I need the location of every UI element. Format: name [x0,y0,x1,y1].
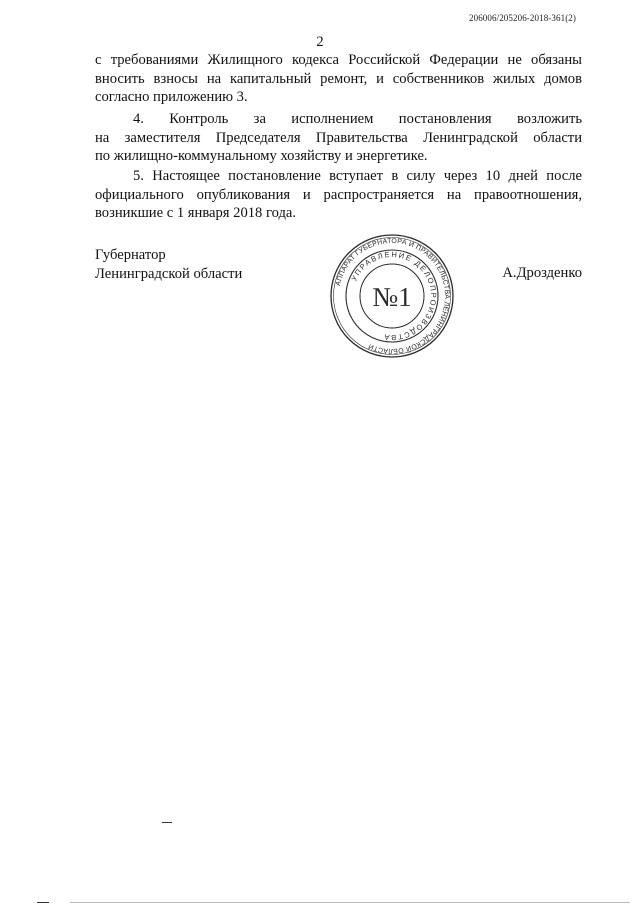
paragraph-4 [95,110,582,166]
paragraph-line: по жилищно-коммунальному хозяйству и энергетике. [95,148,428,164]
signatory-title-line: Ленинградской области [95,266,243,282]
page-number: 2 [316,34,324,50]
paragraph-line: 5. Настоящее постановление вступает в силу через 10 дней после [133,168,582,184]
paragraph-line: на заместителя Председателя Правительства Ленинградской области [95,129,582,146]
seal-center-number: №1 [372,282,412,312]
scan-edge-line [70,902,630,903]
paragraph-line: официального опубликования и распространяется на правоотношения, [95,186,582,203]
signatory-title-line: Губернатор [95,247,166,263]
signatory-title [95,246,242,284]
paragraph-line: 4. Контроль за исполнением постановления возложить [133,111,582,127]
scan-artifact-dash [37,902,49,903]
paragraph-line: возникшие с 1 января 2018 года. [95,205,297,221]
seal-inner-text: УПРАВЛЕНИЕ ДЕЛОПРОИЗВОДСТВА [349,249,439,343]
paragraph-line: с требованиями Жилищного кодекса Российской Федерации не обязаны [95,52,582,68]
document-id: 206006/205206-2018-361(2) [469,13,576,23]
paragraph-3-continuation [95,51,582,107]
signatory-name: А.Дрозденко [502,265,582,281]
paragraph-5 [95,167,582,223]
official-seal-stamp [327,234,457,358]
paragraph-line: вносить взносы на капитальный ремонт, и собственников жилых домов [95,70,582,87]
paragraph-line: согласно приложению 3. [95,89,248,105]
scan-artifact-dash [162,822,172,823]
seal-outer-text: АППАРАТ ГУБЕРНАТОРА И ПРАВИТЕЛЬСТВА ЛЕНИНГРАДСКОЙ ОБЛАСТИ [335,237,451,355]
